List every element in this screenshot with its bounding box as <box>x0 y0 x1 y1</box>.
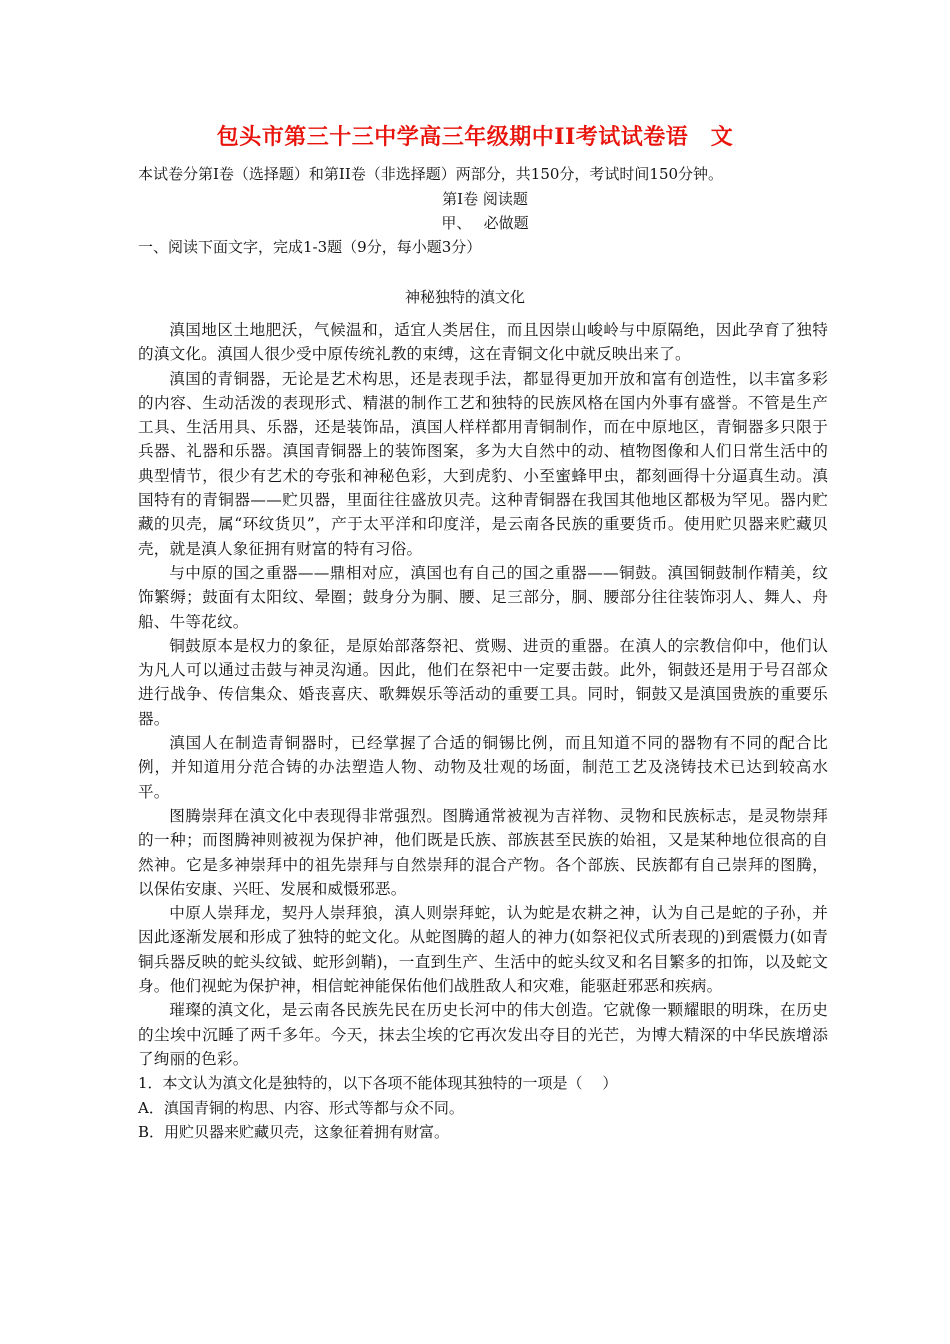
section-heading: 甲、 必做题 <box>441 214 529 232</box>
article-paragraph: 璀璨的滇文化，是云南各民族先民在历史长河中的伟大创造。它就像一颗耀眼的明珠，在历史的尘埃中沉睡了两千多年。今天，抹去尘埃的它再次发出夺目的光芒，为博大精深的中华民族增添了绚丽的色彩。 <box>138 1001 828 1068</box>
article-paragraph: 图腾崇拜在滇文化中表现得非常强烈。图腾通常被视为吉祥物、灵物和民族标志，是灵物崇拜的一种；而图腾神则被视为保护神，他们既是氏族、部族甚至民族的始祖，又是某种地位很高的自然神。它是多神崇拜中的祖先崇拜与自然崇拜的混合产物。各个部族、民族都有自己崇拜的图腾，以保佑安康、兴旺、发展和威慑邪恶。 <box>138 806 828 898</box>
article-paragraph: 滇国的青铜器，无论是艺术构思，还是表现手法，都显得更加开放和富有创造性，以丰富多彩的内容、生动活泼的表现形式、精湛的制作工艺和独特的民族风格在国内外事有盛誉。不管是生产工具、生活用具、乐器，还是装饰品，滇国人样样都用青铜制作，而在中原地区，青铜器多只限于兵器、礼器和乐器。滇国青铜器上的装饰图案，多为大自然中的动、植物图像和人们日常生活中的典型情节，很少有艺术的夸张和神秘色彩，大到虎豹、小至蜜蜂甲虫，都刻画得十分逼真生动。滇国特有的青铜器——贮贝器，里面往往盛放贝壳。这种青铜器在我国其他地区都极为罕见。器内贮藏的贝壳，属“环纹货贝”，产于太平洋和印度洋，是云南各民族的重要货币。使用贮贝器来贮藏贝壳，就是滇人象征拥有财富的特有习俗。 <box>138 369 828 558</box>
answer-option-b: B．用贮贝器来贮藏贝壳，这象征着拥有财富。 <box>138 1122 450 1141</box>
reading-instruction: 一、阅读下面文字，完成1-3题（9分，每小题3分） <box>138 238 482 256</box>
article-body <box>138 318 828 1144</box>
article-paragraph: 中原人崇拜龙，契丹人崇拜狼，滇人则崇拜蛇，认为蛇是农耕之神，认为自己是蛇的子孙，并因此逐渐发展和形成了独特的蛇文化。从蛇图腾的超人的神力(如祭祀仪式所表现的)到震慑力(如青铜兵器反映的蛇头纹钺、蛇形剑鞘)，一直到生产、生活中的蛇头纹叉和名目繁多的扣饰，以及蛇文身。他们视蛇为保护神，相信蛇神能保佑他们战胜敌人和灾难，能驱赶邪恶和疾病。 <box>138 904 828 996</box>
question-stem: 1．本文认为滇文化是独特的，以下各项不能体现其独特的一项是（ ） <box>138 1074 618 1093</box>
part-heading: 第Ⅰ卷 阅读题 <box>442 190 528 208</box>
article-paragraph: 铜鼓原本是权力的象征，是原始部落祭祀、赏赐、进贡的重器。在滇人的宗教信仰中，他们认为凡人可以通过击鼓与神灵沟通。因此，他们在祭祀中一定要击鼓。此外，铜鼓还是用于号召部众进行战争、传信集众、婚丧喜庆、歌舞娱乐等活动的重要工具。同时，铜鼓又是滇国贵族的重要乐器。 <box>138 636 828 728</box>
article-paragraph: 滇国地区土地肥沃，气候温和，适宜人类居住，而且因崇山峻岭与中原隔绝，因此孕育了独特的滇文化。滇国人很少受中原传统礼教的束缚，这在青铜文化中就反映出来了。 <box>138 321 828 364</box>
answer-option-a: A．滇国青铜的构思、内容、形式等都与众不同。 <box>138 1098 464 1117</box>
exam-title: 包头市第三十三中学高三年级期中II考试试卷语 文 <box>216 124 734 150</box>
article-paragraph: 与中原的国之重器——鼎相对应，滇国也有自己的国之重器——铜鼓。滇国铜鼓制作精美，纹饰繁缛；鼓面有太阳纹、晕圈；鼓身分为胴、腰、足三部分，胴、腰部分往往装饰羽人、舞人、舟船、牛等花纹。 <box>138 563 828 631</box>
article-title: 神秘独特的滇文化 <box>404 288 525 306</box>
exam-intro: 本试卷分第Ⅰ卷（选择题）和第II卷（非选择题）两部分，共150分，考试时间150分钟。 <box>138 165 724 183</box>
article-paragraph: 滇国人在制造青铜器时，已经掌握了合适的铜锡比例，而且知道不同的器物有不同的配合比例，并知道用分范合铸的办法塑造人物、动物及壮观的场面，制范工艺及浇铸技术已达到较高水平。 <box>138 734 828 801</box>
